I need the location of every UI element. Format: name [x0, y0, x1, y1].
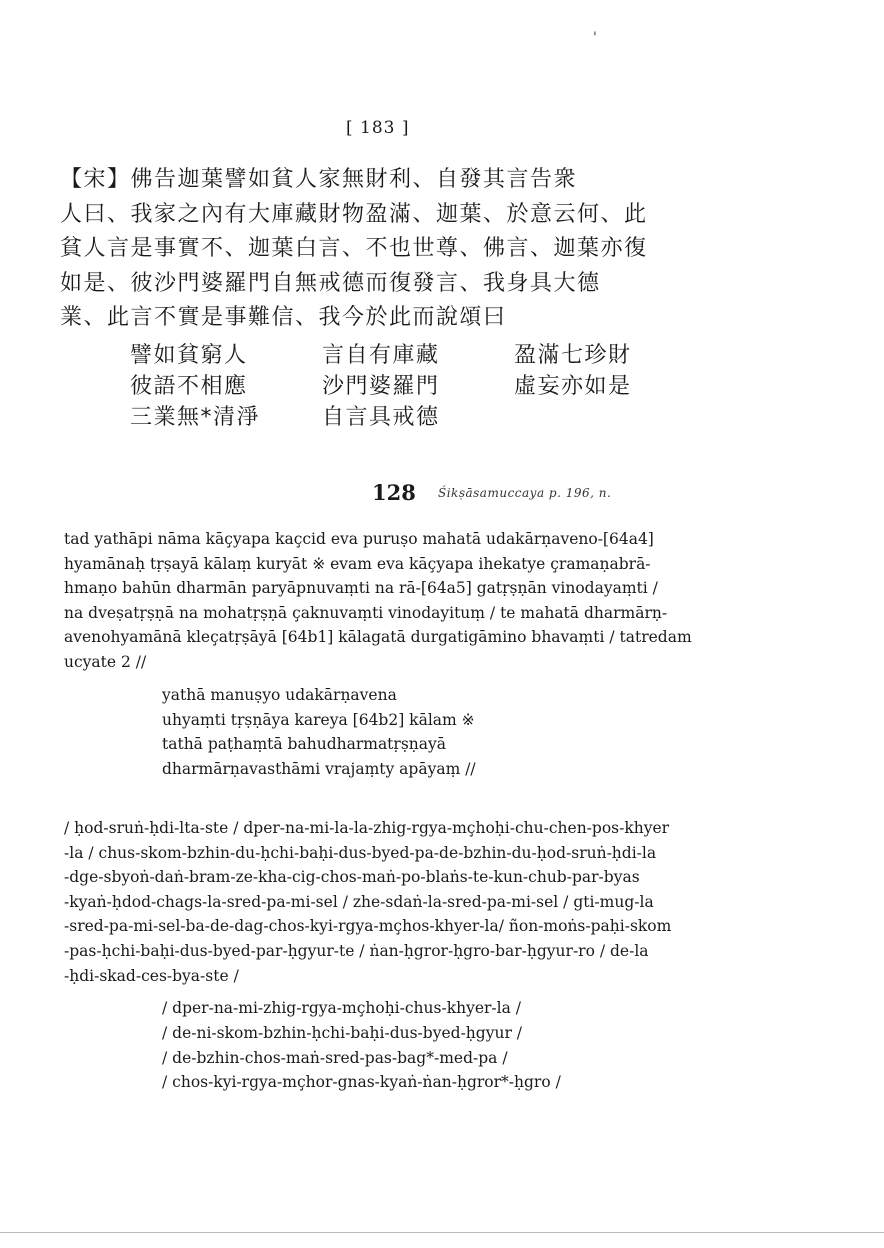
sanskrit-verse-line: tathā paṭhaṃtā bahudharmatṛṣṇayā [162, 735, 446, 754]
sanskrit-line: hmaṇo bahūn dharmān paryāpnuvaṃti na rā-[64a5] gatṛṣṇān vinodayaṃti / [64, 579, 658, 598]
chinese-paragraph [60, 163, 740, 336]
sanskrit-line: tad yathāpi nāma kāçyapa kaçcid eva puruṣo mahatā udakārṇaveno-[64a4] [64, 530, 654, 548]
chinese-verse-row [130, 340, 710, 371]
page-edge-rule [0, 1232, 884, 1233]
chinese-verse-phrase: 言自有庫藏 [322, 343, 440, 368]
chinese-line: 【宋】佛告迦葉譬如貧人家無財利、自發其言告衆 [60, 167, 578, 192]
tibetan-verse-line: / de-bzhin-chos-maṅ-sred-pas-bag*-med-pa / [162, 1048, 508, 1067]
tibetan-line: -sred-pa-mi-sel-ba-de-dag-chos-kyi-rgya-mçhos-khyer-la/ ñon-moṅs-paḥi-skom [64, 917, 672, 936]
chinese-verse-phrase: 虛妄亦如是 [514, 374, 632, 399]
sanskrit-line: avenohyamānā kleçatṛṣāyā [64b1] kālagatā durgatigāmino bhavaṃti / tatredam [64, 628, 692, 647]
tibetan-line: -pas-ḥchi-baḥi-dus-byed-par-ḥgyur-te / ṅan-ḥgror-ḥgro-bar-ḥgyur-ro / de-la [64, 941, 649, 960]
chinese-verse-phrase [514, 402, 706, 433]
sanskrit-line: ucyate 2 // [64, 652, 147, 671]
tibetan-verse [162, 996, 662, 1095]
handwritten-note: Śikṣāsamuccaya p. 196, n. [438, 486, 612, 500]
sanskrit-verse [162, 683, 662, 781]
chinese-verse [130, 340, 710, 433]
chinese-verse-phrase: 盈滿七珍財 [514, 343, 632, 368]
chinese-verse-phrase: 沙門婆羅門 [322, 374, 440, 399]
sanskrit-verse-line: yathā manuṣyo udakārṇavena [162, 686, 397, 704]
tibetan-line: -dge-sbyoṅ-daṅ-bram-ze-kha-cig-chos-maṅ-po-blaṅs-te-kun-chub-par-byas [64, 868, 640, 887]
chinese-verse-phrase: 自言具戒德 [322, 405, 440, 430]
stray-mark: ' [593, 30, 597, 46]
chinese-line: 人曰、我家之內有大庫藏財物盈滿、迦葉、於意云何、此 [60, 201, 648, 227]
chinese-line: 業、此言不實是事難信、我今於此而說頌曰 [60, 305, 507, 330]
section-number: 128 [372, 480, 416, 505]
sanskrit-line: na dveṣatṛṣṇā na mohatṛṣṇā çaknuvaṃti vinodayituṃ / te mahatā dharmārṇ- [64, 603, 668, 622]
tibetan-line: -ḥdi-skad-ces-bya-ste / [64, 966, 239, 985]
tibetan-paragraph [64, 816, 754, 988]
page-number: [ 183 ] [346, 118, 410, 138]
chinese-verse-row [130, 371, 710, 402]
sanskrit-line: hyamānaḥ tṛṣayā kālaṃ kuryāt ※ evam eva kāçyapa ihekatye çramaṇabrā- [64, 554, 651, 573]
chinese-verse-row [130, 402, 710, 433]
chinese-verse-phrase: 三業無*清淨 [130, 405, 261, 430]
tibetan-line: / ḥod-sruṅ-ḥdi-lta-ste / dper-na-mi-la-la-zhig-rgya-mçhoḥi-chu-chen-pos-khyer [64, 819, 670, 837]
tibetan-verse-line: / de-ni-skom-bzhin-ḥchi-baḥi-dus-byed-ḥgyur / [162, 1023, 523, 1042]
tibetan-verse-line: / chos-kyi-rgya-mçhor-gnas-kyaṅ-ṅan-ḥgror*-ḥgro / [162, 1073, 561, 1092]
chinese-line: 如是、彼沙門婆羅門自無戒德而復發言、我身具大德 [60, 270, 601, 296]
sanskrit-verse-line: uhyaṃti tṛṣṇāya kareya [64b2] kālam ※ [162, 710, 475, 729]
sanskrit-verse-line: dharmārṇavasthāmi vrajaṃty apāyaṃ // [162, 759, 476, 778]
chinese-line: 貧人言是事實不、迦葉白言、不也世尊、佛言、迦葉亦復 [60, 236, 648, 261]
tibetan-line: -kyaṅ-ḥdod-chags-la-sred-pa-mi-sel / zhe-sdaṅ-la-sred-pa-mi-sel / gti-mug-la [64, 892, 654, 911]
sanskrit-paragraph [64, 527, 754, 675]
tibetan-verse-line: / dper-na-mi-zhig-rgya-mçhoḥi-chus-khyer-la / [162, 999, 522, 1017]
chinese-verse-phrase: 彼語不相應 [130, 374, 248, 399]
chinese-verse-phrase: 譬如貧窮人 [130, 343, 248, 368]
tibetan-line: -la / chus-skom-bzhin-du-ḥchi-baḥi-dus-byed-pa-de-bzhin-du-ḥod-sruṅ-ḥdi-la [64, 843, 657, 862]
